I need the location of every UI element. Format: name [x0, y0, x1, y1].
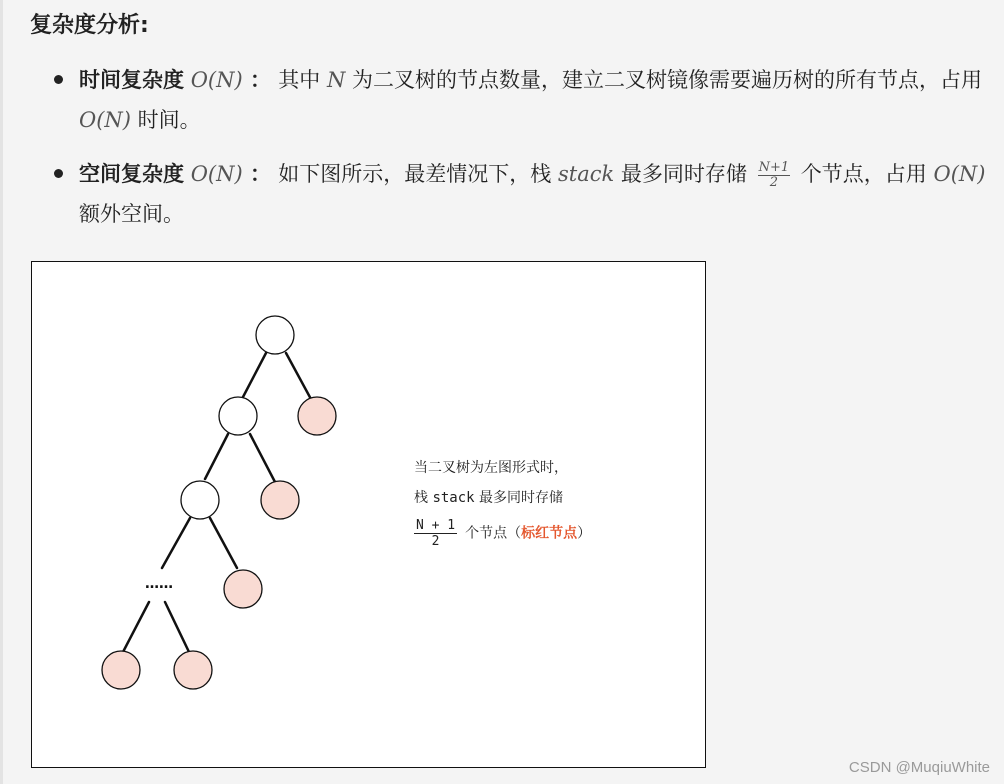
- time-big-o-2: O(N): [79, 108, 131, 132]
- fraction-denominator: 2: [769, 174, 778, 190]
- space-big-o-2: O(N): [933, 162, 986, 186]
- note-highlight-text: 标红节点: [521, 525, 578, 542]
- edge: [162, 518, 190, 568]
- note-line-1: 当二叉树为左图形式时，: [414, 460, 568, 476]
- note-text: ）: [577, 525, 592, 542]
- tree-node-highlighted: [298, 397, 336, 435]
- edge: [210, 518, 237, 568]
- text: 其中: [278, 68, 327, 92]
- tree-node: [256, 316, 294, 354]
- text: 额外空间。: [79, 202, 184, 226]
- bullet-icon: [54, 75, 63, 84]
- space-big-o: O(N): [190, 162, 243, 186]
- var-n: N: [326, 68, 346, 92]
- note-text: 最多同时存储: [474, 490, 564, 506]
- note-fraction-numerator: N + 1: [416, 518, 456, 533]
- tree-diagram: [32, 262, 705, 767]
- text: 如下图所示，最差情况下，栈: [278, 162, 558, 186]
- space-label: 空间复杂度: [79, 162, 184, 186]
- tree-node-highlighted: [224, 570, 262, 608]
- tree-nodes: [102, 316, 336, 689]
- left-border: [0, 0, 3, 784]
- text: 为二叉树的节点数量，建立二叉树镜像需要遍历树的所有节点，占用: [345, 68, 983, 92]
- watermark: CSDN @MuqiuWhite: [848, 759, 990, 776]
- text: 最多同时存储: [614, 162, 754, 186]
- time-big-o: O(N): [190, 68, 243, 92]
- section-heading: 复杂度分析:: [30, 13, 149, 38]
- edge: [205, 434, 228, 479]
- edge: [286, 353, 312, 401]
- tree-node-highlighted: [174, 651, 212, 689]
- colon: ：: [242, 162, 279, 186]
- tree-figure: [31, 261, 706, 768]
- figure-note: [414, 458, 591, 549]
- note-fraction-denominator: 2: [431, 534, 440, 549]
- ellipsis: ……: [145, 576, 173, 592]
- note-text: 个节点（: [465, 525, 522, 542]
- note-code-stack: stack: [432, 490, 475, 506]
- note-line-3: [414, 518, 591, 549]
- edge: [243, 353, 266, 397]
- text: 时间。: [130, 108, 201, 132]
- note-fraction: [414, 518, 457, 549]
- text: 个节点，占用: [794, 162, 934, 186]
- note-line-2: [414, 488, 591, 518]
- complexity-list: [50, 60, 1000, 248]
- bullet-icon: [54, 169, 63, 178]
- time-label: 时间复杂度: [79, 68, 184, 92]
- edge: [123, 602, 149, 652]
- edge: [250, 434, 275, 482]
- note-text: 栈: [414, 490, 433, 506]
- tree-node-highlighted: [261, 481, 299, 519]
- colon: ：: [242, 68, 279, 92]
- edge: [165, 602, 189, 652]
- fraction: [758, 161, 791, 190]
- tree-node-highlighted: [102, 651, 140, 689]
- var-stack: stack: [557, 162, 615, 186]
- tree-node: [219, 397, 257, 435]
- fraction-numerator: N+1: [758, 159, 790, 175]
- list-item-space: [50, 154, 1000, 234]
- list-item-time: [50, 60, 1000, 140]
- tree-node: [181, 481, 219, 519]
